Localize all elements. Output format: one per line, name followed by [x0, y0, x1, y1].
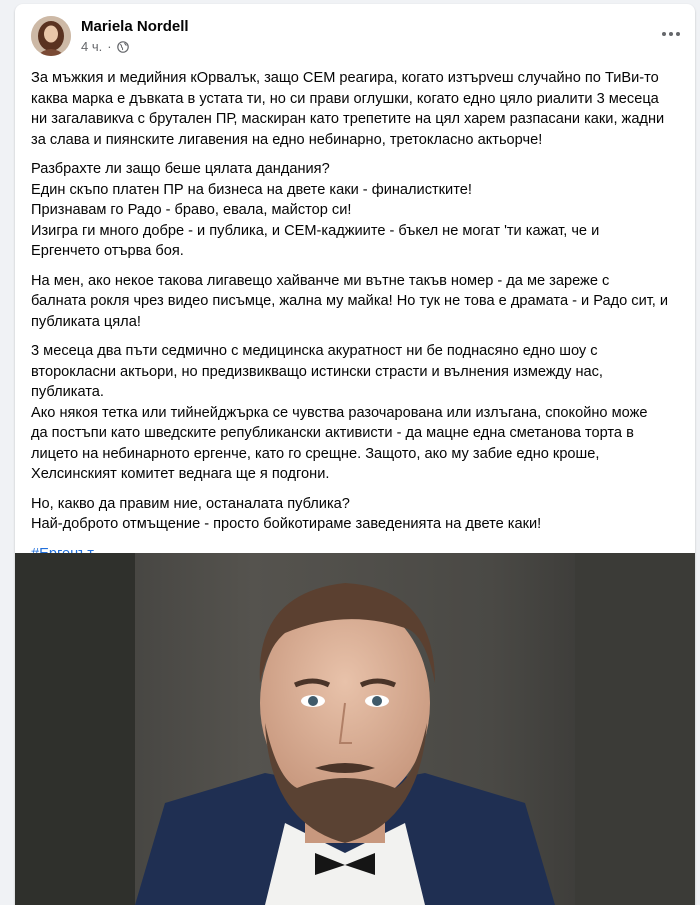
- text-line: 3 месеца два пъти седмично с медицинска акуратност ни бе поднасяно едно шоу с: [31, 343, 598, 359]
- author-avatar[interactable]: [31, 16, 71, 56]
- meta-separator: ·: [107, 39, 112, 54]
- post-photo[interactable]: [15, 553, 695, 905]
- text-line: второкласни актьори, но предизвикващо истински страсти и вълнения измежду нас,: [31, 363, 603, 380]
- text-line: Признавам го Радо - браво, евала, майстор си!: [31, 202, 352, 218]
- text-line: публиката цяла!: [31, 313, 141, 330]
- text-line: Най-доброто отмъщение - просто бойкотираме заведенията на двете каки!: [31, 516, 542, 532]
- paragraph-3: [31, 271, 679, 333]
- text-line: Разбрахте ли защо беше цялата дандания?: [31, 161, 330, 177]
- text-line: балната рокля чрез видео писъмце, жална му майка! Но тук не това е драмата - и Радо сит, и: [31, 293, 669, 309]
- paragraph-2: [31, 159, 679, 262]
- avatar-image: [31, 16, 71, 56]
- paragraph-4: [31, 341, 679, 485]
- man-portrait-image: [15, 553, 695, 905]
- text-line: Един скъпо платен ПР на бизнеса на двете каки - финалистките!: [31, 181, 472, 198]
- post-card: [15, 4, 695, 905]
- text-line: Но, какво да правим ние, останалата публика?: [31, 495, 350, 512]
- text-line: ни загалавикva с брутален ПР, маскиран като трепетите на цял харем разпасани каки, жадни: [31, 111, 665, 127]
- post-time[interactable]: 4 ч.: [81, 39, 103, 54]
- text-line: Ергенчето отърва боя.: [31, 243, 184, 259]
- paragraph-1: [31, 68, 679, 150]
- globe-icon: [117, 41, 129, 53]
- text-line: публиката.: [31, 384, 104, 400]
- post-meta: [81, 39, 129, 54]
- more-options-icon[interactable]: [659, 24, 683, 44]
- text-line: За мъжкия и медийния кОрвалък, защо СЕМ реагира, когато изтърveш случайно по ТиВи-то: [31, 70, 659, 86]
- text-line: На мен, ако некое такова лигавещо хайванче ми вътне такъв номер - да ме зареже с: [31, 272, 610, 289]
- paragraph-5: [31, 494, 679, 535]
- post-text: [31, 68, 679, 573]
- text-line: за слава и пиянските лигавения на едно небинарно, третокласно актьорче!: [31, 131, 543, 148]
- text-line: Ако някоя тетка или тийнейджърка се чувства разочарована или излъгана, спокойно може: [31, 404, 648, 421]
- text-line: Хелсинският комитет веднага ще я подгони.: [31, 466, 330, 482]
- post-header: [15, 4, 695, 64]
- text-line: да постъпи като шведските републикански активисти - да мацне една сметанова торта в: [31, 425, 634, 441]
- author-name[interactable]: Mariela Nordell: [81, 18, 189, 35]
- text-line: Изигра ги много добре - и публика, и СЕМ-каджиите - бъкел не могат 'ти кажат, че и: [31, 222, 600, 239]
- text-line: каква марка е дъвката в устата ти, но си прави оглушки, когато едно цяло риалити 3 месеца: [31, 90, 659, 107]
- text-line: лицето на небинарното ергенче, като го срещне. Защото, ако му забие едно кроше,: [31, 445, 600, 462]
